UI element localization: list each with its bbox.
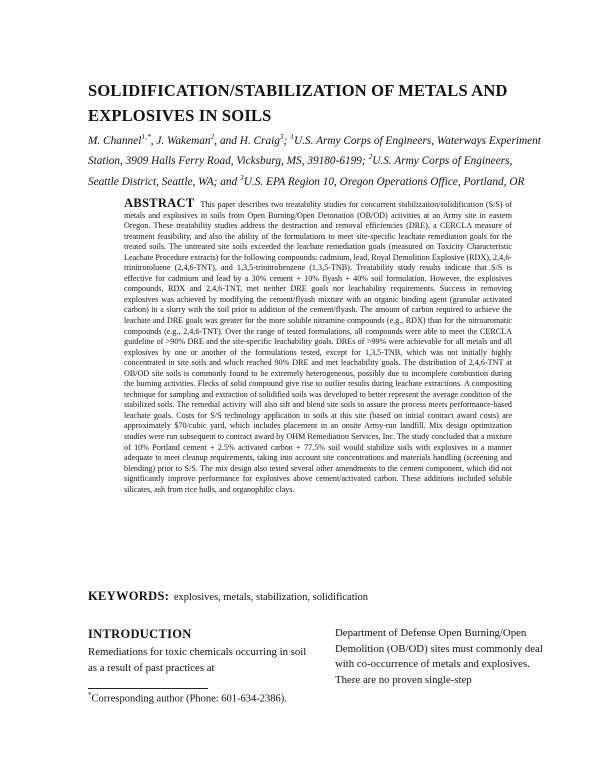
title-line-1: SOLIDIFICATION/STABILIZATION OF METALS AND [88,81,508,100]
abstract-heading: ABSTRACT [124,196,195,210]
footnote-divider [88,688,208,689]
keywords-heading: KEYWORDS: [88,589,170,603]
affiliation-3: U.S. EPA Region 10, Oregon Operations Office, Portland, OR [243,175,525,188]
footnote-marker: * [88,691,92,699]
affiliation-2-sup: 2 [368,152,373,162]
affiliation-2: U.S. Army Corps of Engineers, Seattle District, Seattle, WA; and [88,155,513,188]
introduction-right-column: Department of Defense Open Burning/Open Demolition (OB/OD) sites must commonly deal with co-occurrence of metals and explosives. There are no proven single-step [335,627,543,686]
footnote [88,691,287,705]
abstract [124,198,512,495]
affiliation-3-sup: 3 [240,172,244,182]
introduction-left-column: Remediations for toxic chemicals occurring in soil as a result of past practices at [88,646,307,674]
author-craig: H. Craig [239,134,280,147]
title-line-2: EXPLOSIVES IN SOILS [88,106,272,125]
keywords-text: explosives, metals, stabilization, solidification [173,592,369,603]
affiliation-1: U.S. Army Corps of Engineers, Waterways Experiment Station, 3909 Halls Ferry Road, Vicksburg, MS, 39180-6199; [88,134,541,168]
author-channel-sup: 1,* [141,132,151,141]
author-wakeman: J. Wakeman [156,134,211,147]
abstract-text: This paper describes two treatability studies for concurrent stabilization/solidification (S/S) of metals and explosives in soils from Open Burning/Open Detonation (OB/OD) activities at an Army site in eastern Oregon. These treatability studies address the destruction and removal efficiencies (DRE), a CERCLA measure of treatment feasibility, and also the ability of the formulations to meet site-specific leachate remediation goals for the treated soils. The untreated site soils exceeded the leachate remediation goals (measured on Toxicity Characteristic Leachate Procedure extracts) for the following compounds: cadmium, lead, Royal Demolition Explosive (RDX), 2,4,6-trinitrotoluene (2,4,6-TNT), and 1,3,5-trinitrobenzene (1,3,5-TNB). Treatability study results indicate that S/S is effective for cadmium and lead by a 30% cement + 10% flyash + 40% soil formulation. However, the explosives compounds, RDX and 2,4,6-TNT, met neither DRE goals nor leachability requirements. Success in removing explosives was achieved by modifying the cement/flyash mixture with an organic binding agent (granular activated carbon) in a slurry with the soil prior to addition of the cement/flyash. The amount of carbon required to achieve the leachate and DRE goals was greater for the more soluble nitramine compounds (e.g., RDX) than for the nitroaromatic compounds (e.g., 2,4,6-TNT). Over the range of tested formulations, all compounds were able to meet the CERCLA guideline of >90% DRE and the site-specific leachability goals. DREs of >99% were achievable for all metals and all explosives by one or another of the formulations tested, except for 1,3,5-TNB, which was not initially highly concentrated in site soils and which reached 90% DRE and met leachability goals. The distribution of 2,4,6-TNT at OB/OD site soils is commonly found to be extremely heterogeneous, possibly due to incomplete combustion during the burning activities. Flecks of solid compound give rise to outlier results during leachate extractions. A compositing technique for sampling and extraction of solidified soils was developed to better represent the average condition of the stabilized soils. The remedial activity will also sift and blend site soils to assure the process meets performance-based leachate goals. Costs for S/S technology application to soils at this site (based on initial contract award costs) are approximately $70/cubic yard, which includes placement in an onsite Army-run landfill. Mix design optimization studies were run subsequent to contract award by OHM Remediation Services, Inc. The study concluded that a mixture of 10% Portland cement + 2.5% activated carbon + 77.5% soil would stabilize soils with explosives in a manner adequate to meet cleanup requirements, taking into account site concentrations and materials handling (screening and blending) prior to S/S. The mix design also tested several other amendments to the cement component, which did not significantly improve performance for explosives above cement/activated carbon. These additions included soluble silicates, ash from rice hulls, and organophilic clays. [124,200,512,494]
introduction-heading: INTRODUCTION [88,627,192,641]
author-wakeman-sup: 2 [210,132,215,141]
paper-title [88,78,528,128]
footnote-text: Corresponding author (Phone: 601-634-2386). [91,693,287,705]
author-channel: M. Channel [88,134,142,147]
affiliation-1-sup: 1 [290,132,294,141]
keywords [88,589,528,604]
author-craig-sup: 3 [279,132,284,141]
author-block: M. Channel$^{1,*}$, J. Wakeman$^2$, and H. Craig$^3$; $^1$U.S. Army Corps of Engineers, Waterways Experiment Station, 3909 Halls Ferry Road, Vicksburg, MS, 39180-6199; $^2$U.S. Army Corps of Engineers, Seattle District, Seattle, WA; and $^3$U.S. EPA Region 10, Oregon Operations Office, Portland, OR [88,132,541,188]
